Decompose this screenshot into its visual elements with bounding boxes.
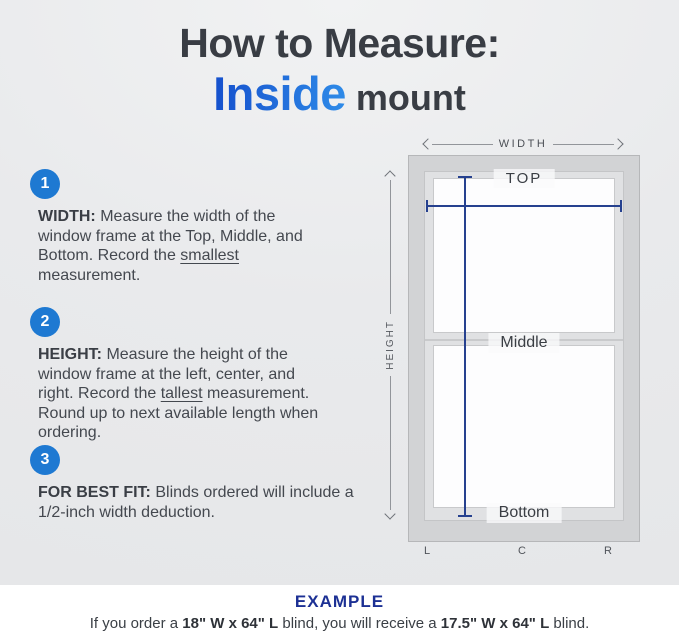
width-arrow-line: [432, 144, 493, 145]
example-section: [0, 585, 679, 642]
example-receive-size: 17.5" W x 64" L: [440, 615, 550, 632]
subtitle-mount: mount: [355, 77, 466, 118]
horizontal-measure-line: [426, 205, 622, 207]
height-arrow-label: HEIGHT: [384, 320, 396, 370]
step-3-number-badge: 3: [30, 445, 60, 475]
subtitle-inside: Inside: [213, 67, 346, 120]
vertical-measure-line: [464, 176, 466, 517]
example-text-mid: blind, you will receive a: [278, 615, 441, 632]
step-3: [30, 445, 370, 522]
step-2-text-pre: Measure the height of the window frame at the left, center, and right. Record the: [38, 346, 296, 402]
step-3-text: [38, 483, 360, 522]
example-text-post: blind.: [549, 615, 590, 632]
step-2-text-post: measurement. Round up to next available length when ordering.: [38, 385, 319, 441]
window-top-pane: [433, 178, 615, 333]
axis-label-left: L: [423, 545, 431, 557]
arrow-left-icon: [422, 138, 433, 149]
arrow-up-icon: [384, 170, 395, 181]
step-3-label: FOR BEST FIT:: [38, 484, 151, 501]
step-1-underlined-word: smallest: [180, 247, 239, 264]
step-1-label: WIDTH:: [38, 208, 96, 225]
example-heading: EXAMPLE: [294, 592, 385, 611]
step-1: [30, 169, 370, 285]
width-arrow-label: WIDTH: [498, 138, 548, 150]
label-bottom: Bottom: [487, 503, 562, 523]
height-arrow-line: [390, 376, 391, 510]
label-top: TOP: [494, 169, 555, 188]
step-1-text-post: measurement.: [38, 266, 141, 284]
step-2-number-badge: 2: [30, 307, 60, 337]
label-middle: Middle: [488, 333, 559, 353]
width-arrow: [424, 137, 622, 151]
step-1-text: [38, 207, 330, 285]
axis-label-right: R: [604, 545, 612, 557]
window-bottom-pane: [433, 345, 615, 508]
width-arrow-line: [553, 144, 614, 145]
step-2-label: HEIGHT:: [38, 346, 102, 363]
step-1-text-pre: Measure the width of the window frame at the Top, Middle, and Bottom. Record the: [38, 208, 303, 264]
example-text: [0, 615, 679, 632]
arrow-right-icon: [612, 138, 623, 149]
arrow-down-icon: [384, 508, 395, 519]
height-arrow: [383, 172, 397, 518]
axis-label-center: C: [518, 545, 526, 557]
step-2: [30, 307, 370, 443]
step-3-text-pre: Blinds ordered will include a 1/2-inch width deduction.: [38, 484, 354, 521]
page-subtitle: [0, 66, 679, 121]
example-text-pre: If you order a: [89, 615, 183, 632]
height-arrow-line: [390, 180, 391, 314]
example-order-size: 18" W x 64" L: [182, 615, 279, 632]
step-1-number-badge: 1: [30, 169, 60, 199]
header: [0, 22, 679, 121]
step-2-text: [38, 345, 330, 443]
page-title: How to Measure:: [179, 20, 500, 66]
step-2-underlined-word: tallest: [160, 385, 203, 402]
